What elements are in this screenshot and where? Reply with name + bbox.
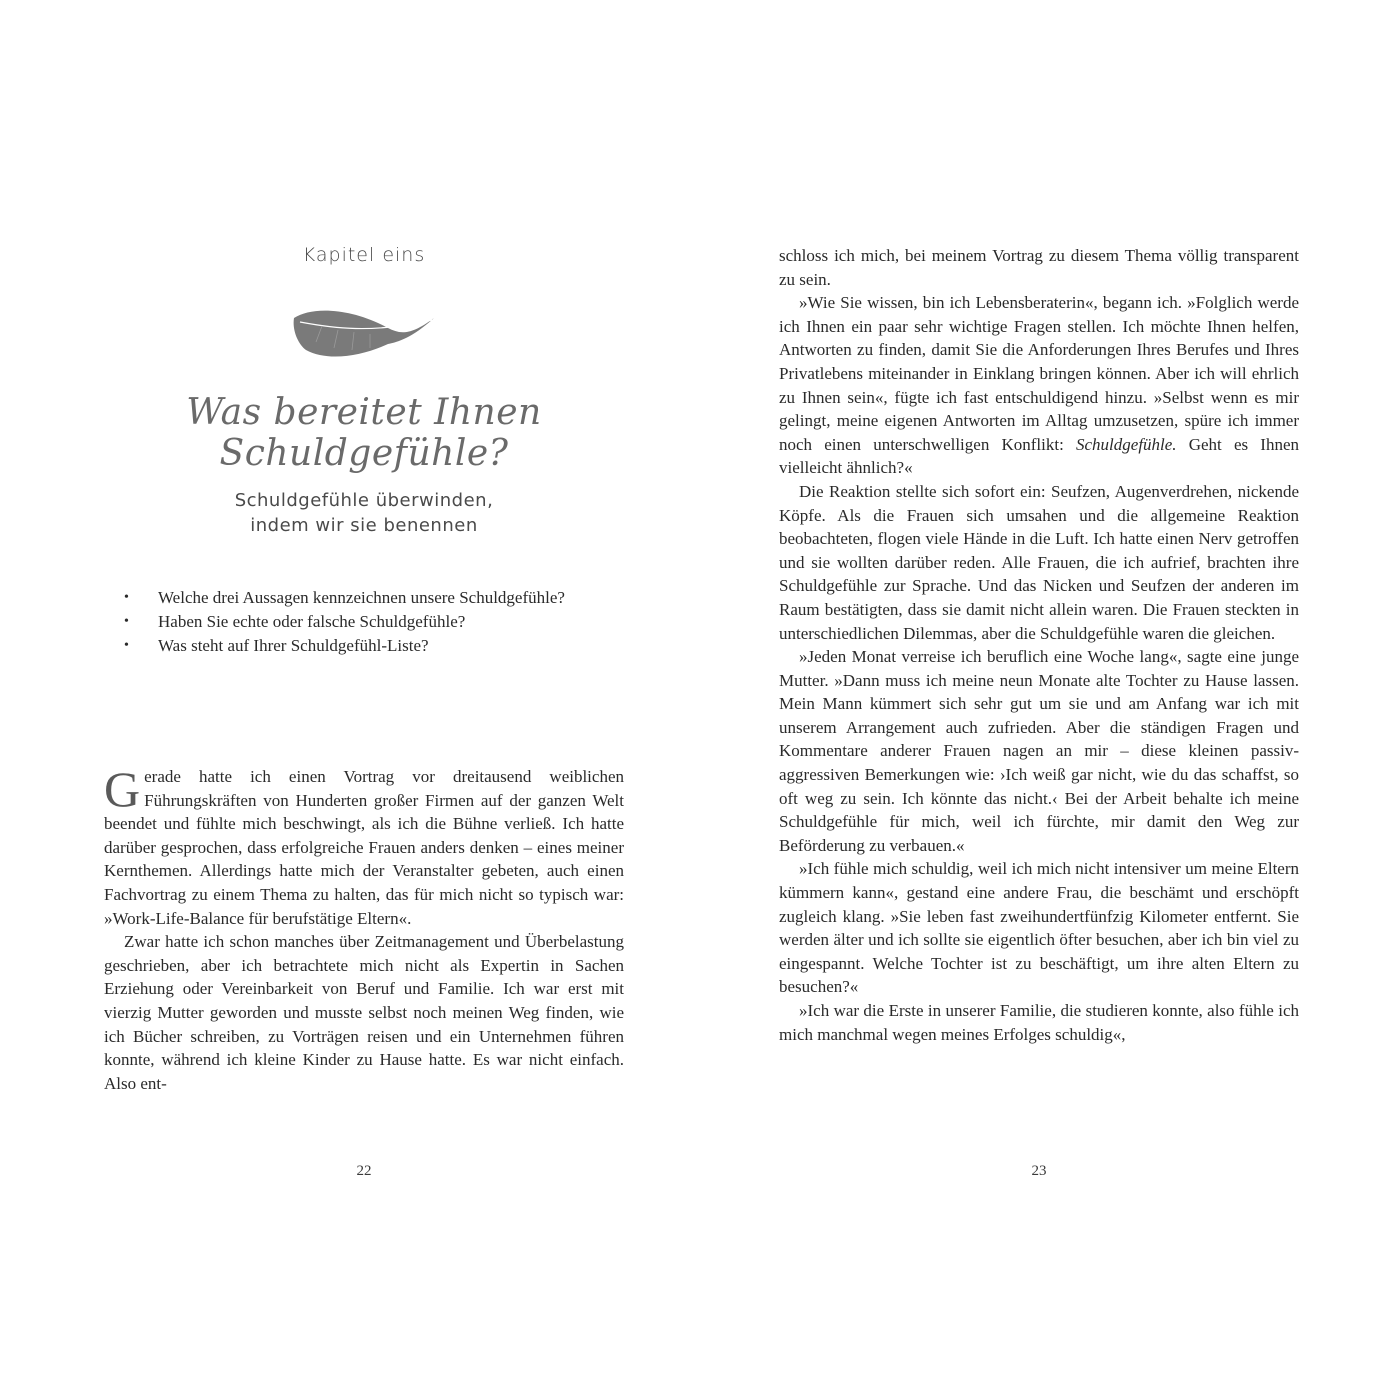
list-item	[124, 610, 604, 634]
paragraph	[104, 761, 624, 930]
list-item-text: Haben Sie echte oder falsche Schuldgefühle?	[158, 612, 466, 631]
subtitle-line-2: indem wir sie benennen	[250, 515, 478, 536]
bullet-icon: •	[124, 590, 129, 605]
list-item	[124, 586, 604, 610]
feather-icon	[292, 304, 436, 364]
paragraph-text: erade hatte ich einen Vortrag vor dreitausend weiblichen Führungskräften von Hunderten großer Firmen auf der ganzen Welt beendet und fühlte mich beschwingt, als ich die Bühne verließ. Ich hatte darüber gesprochen, dass erfolgreiche Frauen anders denken – eines meiner Kernthemen. Allerdings hatte mich der Veranstalter gebeten, auch einen Fachvortrag zu einem Thema zu halten, das für mich nicht so typisch war: »Work-Life-Balance für berufstätige Eltern«.	[104, 767, 624, 928]
chapter-label: Kapitel eins	[302, 244, 426, 266]
left-body-text	[104, 761, 624, 1095]
left-page	[104, 0, 624, 1400]
paragraph: »Jeden Monat verreise ich beruflich eine Woche lang«, sagte eine junge Mutter. »Dann muss ich meine neun Monate alte Tochter zu Hause lassen. Mein Mann kümmert sich sehr gut um sie und am Anfang war ich mit unserem Arrangement auch zufrieden. Aber die ständigen Fragen und Kommentare anderer Frauen nagen an mir – diese kleinen passiv-aggressiven Bemerkungen wie: ›Ich weiß gar nicht, wie du das schaffst, so oft weg zu sein. Ich könnte das nicht.‹ Bei der Arbeit behalte ich meine Schuldgefühle für mich, weil ich fürchte, mir damit den Weg zur Beförderung zu verbauen.«	[779, 647, 1299, 855]
paragraph: Die Reaktion stellte sich sofort ein: Seufzen, Augenverdrehen, nickende Köpfe. Als die Frauen sich umsahen und die allgemeine Reaktion beobachteten, flogen viele Hände in die Luft. Ich hatte einen Nerv getroffen und sie wollten darüber reden. Alle Frauen, die ich aufrief, brachten ihre Schuldgefühle zur Sprache. Und das Nicken und Seufzen der anderen im Raum bestätigten, dass sie damit nicht allein waren. Die Frauen steckten in unterschiedlichen Dilemmas, aber die Schuldgefühle waren die gleichen.	[779, 481, 1299, 643]
paragraph: Zwar hatte ich schon manches über Zeitmanagement und Überbelastung geschrieben, aber ich betrachtete mich nicht als Expertin in Sachen Erziehung oder Vereinbarkeit von Beruf und Familie. Ich war erst mit vierzig Mutter geworden und musste selbst noch meinen Weg finden, wie ich Bücher schreiben, zu Vorträgen reisen und ein Unternehmen führen konnte, während ich kleine Kinder zu Hause hatte. Es war nicht einfach. Also ent-	[104, 932, 624, 1093]
subtitle-line-1: Schuldgefühle überwinden,	[234, 490, 494, 511]
bullet-icon: •	[124, 638, 129, 653]
paragraph: »Ich war die Erste in unserer Familie, die studieren konnte, also fühle ich mich manchmal wegen meines Erfolges schuldig«,	[779, 1001, 1299, 1044]
list-item	[124, 634, 604, 658]
paragraph	[779, 291, 1299, 480]
list-item-text: Was steht auf Ihrer Schuldgefühl-Liste?	[158, 636, 429, 655]
right-body-text	[779, 244, 1299, 1046]
paragraph: »Ich fühle mich schuldig, weil ich mich nicht intensiver um meine Eltern kümmern kann«, gestand eine andere Frau, die beschämt und erschöpft zugleich klang. »Sie leben fast zweihundertfünfzig Kilometer entfernt. Sie werden älter und ich sollte sie eigentlich öfter besuchen, aber ich bin viel zu eingespannt. Welche Tochter ist zu beschäftigt, um ihre alten Eltern zu besuchen?«	[779, 859, 1299, 997]
emphasis-text: Schuldgefühle.	[1076, 434, 1177, 454]
paragraph-text: Geht es Ihnen vielleicht ähnlich?«	[779, 434, 1299, 478]
question-list	[124, 586, 604, 658]
right-page	[779, 0, 1299, 1400]
bullet-icon: •	[124, 614, 129, 629]
drop-cap: G	[104, 761, 141, 817]
chapter-subtitle	[104, 488, 624, 538]
list-item-text: Welche drei Aussagen kennzeichnen unsere Schuldgefühle?	[158, 588, 565, 607]
paragraph: schloss ich mich, bei meinem Vortrag zu diesem Thema völlig transparent zu sein.	[779, 246, 1299, 289]
paragraph-text: »Wie Sie wissen, bin ich Lebensberaterin«, begann ich. »Folglich werde ich Ihnen ein paar sehr wichtige Fragen stellen. Ich möchte Ihnen helfen, Antworten zu finden, damit Sie die Anforderungen Ihres Berufes und Ihres Privatlebens miteinander in Einklang bringen können. Aber ich will ehrlich zu Ihnen sein«, fügte ich fast entschuldigend hinzu. »Selbst wenn es mir gelingt, meine eigenen Antworten im Alltag umzusetzen, spüre ich immer noch einen unterschwelligen Konflikt:	[779, 293, 1299, 454]
chapter-title: Was bereitet Ihnen Schuldgefühle?	[186, 392, 542, 474]
page-number: 22	[356, 1163, 372, 1179]
page-number: 23	[1031, 1163, 1047, 1179]
